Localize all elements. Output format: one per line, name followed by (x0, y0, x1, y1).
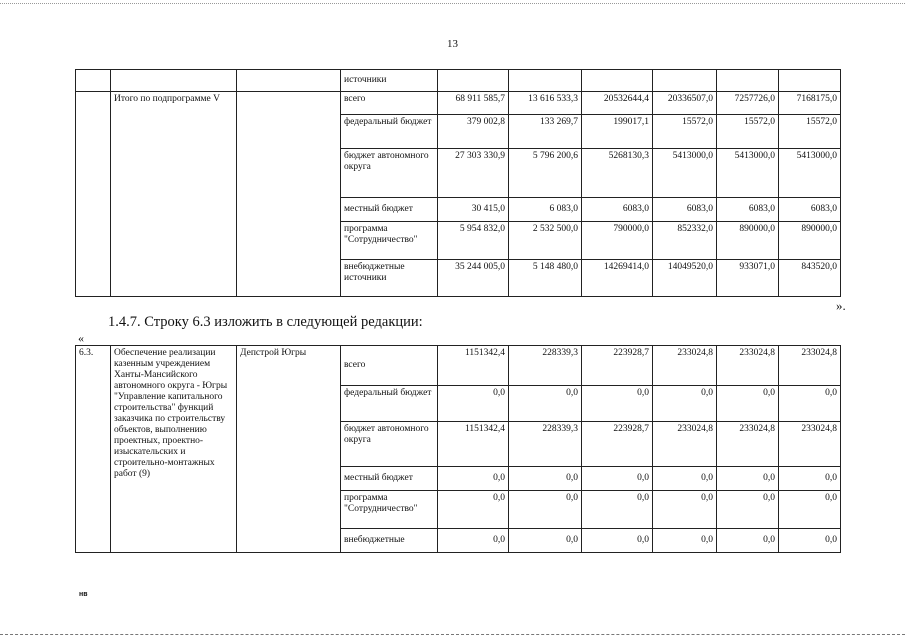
value-cell: 5413000,0 (653, 149, 717, 198)
table-row (76, 92, 841, 115)
value-cell: 0,0 (653, 467, 717, 491)
value-cell: 0,0 (653, 529, 717, 553)
value-cell: 0,0 (509, 529, 582, 553)
table-row (76, 70, 841, 92)
value-cell: 68 911 585,7 (438, 92, 509, 115)
source-cell: внебюджетные (341, 529, 438, 553)
value-cell: 27 303 330,9 (438, 149, 509, 198)
value-cell: 6083,0 (582, 198, 653, 222)
value-cell: 30 415,0 (438, 198, 509, 222)
value-cell: 0,0 (582, 386, 653, 422)
value-cell: 0,0 (779, 491, 841, 529)
subprogram-total-table (75, 69, 841, 297)
executor-cell (237, 92, 341, 297)
page-number: 13 (447, 38, 458, 50)
value-cell: 15572,0 (717, 115, 779, 149)
value-cell: 233024,8 (653, 422, 717, 467)
source-cell: источники (341, 70, 438, 92)
value-cell: 2 532 500,0 (509, 222, 582, 260)
value-cell: 0,0 (438, 529, 509, 553)
value-cell: 843520,0 (779, 260, 841, 297)
value-cell: 14269414,0 (582, 260, 653, 297)
value-cell: 5 148 480,0 (509, 260, 582, 297)
source-cell: федеральный бюджет (341, 115, 438, 149)
closing-quote: ». (836, 298, 846, 313)
value-cell: 0,0 (582, 491, 653, 529)
opening-quote: « (78, 331, 84, 345)
value-cell: 5413000,0 (717, 149, 779, 198)
value-cell: 0,0 (717, 386, 779, 422)
section-label: Итого по подпрограмме V (111, 92, 237, 297)
value-cell: 133 269,7 (509, 115, 582, 149)
value-cell: 0,0 (717, 467, 779, 491)
source-cell: программа "Сотрудничество" (341, 491, 438, 529)
table-cell (509, 70, 582, 92)
value-cell: 20532644,4 (582, 92, 653, 115)
value-cell: 20336507,0 (653, 92, 717, 115)
value-cell: 0,0 (779, 386, 841, 422)
value-cell: 852332,0 (653, 222, 717, 260)
value-cell: 0,0 (438, 491, 509, 529)
value-cell: 0,0 (653, 491, 717, 529)
value-cell: 15572,0 (779, 115, 841, 149)
value-cell: 379 002,8 (438, 115, 509, 149)
value-cell: 0,0 (779, 529, 841, 553)
value-cell: 6 083,0 (509, 198, 582, 222)
value-cell: 0,0 (438, 386, 509, 422)
value-cell: 0,0 (717, 491, 779, 529)
value-cell: 5268130,3 (582, 149, 653, 198)
table-cell (76, 92, 111, 297)
table-cell (717, 70, 779, 92)
value-cell: 0,0 (582, 529, 653, 553)
source-cell: федеральный бюджет (341, 386, 438, 422)
value-cell: 0,0 (509, 467, 582, 491)
table-cell (653, 70, 717, 92)
value-cell: 0,0 (509, 491, 582, 529)
value-cell: 0,0 (582, 467, 653, 491)
value-cell: 0,0 (717, 529, 779, 553)
value-cell: 15572,0 (653, 115, 717, 149)
scan-bottom-edge (0, 634, 905, 635)
table-cell (582, 70, 653, 92)
executor-cell: Депстрой Югры (237, 346, 341, 553)
value-cell: 199017,1 (582, 115, 653, 149)
value-cell: 890000,0 (717, 222, 779, 260)
value-cell: 7168175,0 (779, 92, 841, 115)
source-cell: местный бюджет (341, 467, 438, 491)
source-cell: программа "Сотрудничество" (341, 222, 438, 260)
value-cell: 228339,3 (509, 346, 582, 386)
value-cell: 790000,0 (582, 222, 653, 260)
source-cell: всего (341, 92, 438, 115)
amendment-heading: 1.4.7. Строку 6.3 изложить в следующей редакции: (108, 314, 423, 330)
row-6-3-table (75, 345, 841, 553)
value-cell: 0,0 (438, 467, 509, 491)
value-cell: 0,0 (779, 467, 841, 491)
value-cell: 13 616 533,3 (509, 92, 582, 115)
value-cell: 35 244 005,0 (438, 260, 509, 297)
value-cell: 6083,0 (653, 198, 717, 222)
source-cell: внебюджетные источники (341, 260, 438, 297)
value-cell: 233024,8 (653, 346, 717, 386)
source-cell: местный бюджет (341, 198, 438, 222)
value-cell: 223928,7 (582, 422, 653, 467)
source-cell: всего (341, 346, 438, 386)
table-cell (111, 70, 237, 92)
value-cell: 228339,3 (509, 422, 582, 467)
source-cell: бюджет автономного округа (341, 422, 438, 467)
value-cell: 223928,7 (582, 346, 653, 386)
value-cell: 0,0 (509, 386, 582, 422)
footer-mark: нв (79, 591, 88, 598)
table-row (76, 346, 841, 386)
source-cell: бюджет автономного округа (341, 149, 438, 198)
table-cell (438, 70, 509, 92)
value-cell: 5 954 832,0 (438, 222, 509, 260)
activity-description: Обеспечение реализации казенным учреждением Ханты-Мансийского автономного округа - Югры "Управление капитального строительства" функций заказчика по строительству объектов, выполнению проектных, проектно-изыскательских и строительно-монтажных работ (9) (111, 346, 237, 553)
value-cell: 1151342,4 (438, 422, 509, 467)
table-cell (779, 70, 841, 92)
value-cell: 6083,0 (779, 198, 841, 222)
value-cell: 1151342,4 (438, 346, 509, 386)
value-cell: 7257726,0 (717, 92, 779, 115)
value-cell: 233024,8 (717, 346, 779, 386)
table-cell (237, 70, 341, 92)
value-cell: 14049520,0 (653, 260, 717, 297)
value-cell: 6083,0 (717, 198, 779, 222)
value-cell: 890000,0 (779, 222, 841, 260)
scan-top-edge (0, 3, 905, 4)
value-cell: 5413000,0 (779, 149, 841, 198)
value-cell: 233024,8 (717, 422, 779, 467)
value-cell: 933071,0 (717, 260, 779, 297)
value-cell: 5 796 200,6 (509, 149, 582, 198)
row-number: 6.3. (76, 346, 111, 553)
value-cell: 233024,8 (779, 346, 841, 386)
table-cell (76, 70, 111, 92)
value-cell: 233024,8 (779, 422, 841, 467)
value-cell: 0,0 (653, 386, 717, 422)
